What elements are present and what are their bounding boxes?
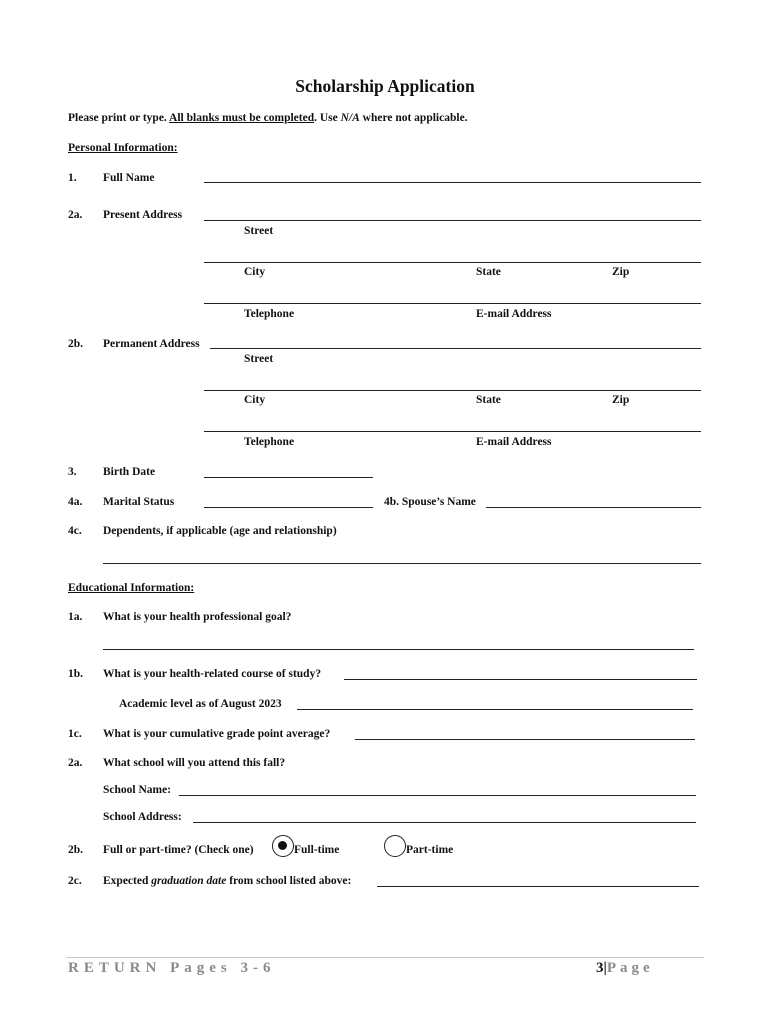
present-address-label: Present Address [103,209,183,221]
academic-level-label: Academic level as of August 2023 [119,698,282,710]
enrollment-type-label: Full or part-time? (Check one) [103,844,254,856]
instructions: Please print or type. All blanks must be completed. Use N/A where not applicable. [68,112,468,124]
marital-status-label: Marital Status [103,496,175,508]
health-goal-field[interactable] [103,649,694,650]
present-phone-email-field[interactable] [204,303,701,304]
course-of-study-field[interactable] [344,679,697,680]
edu-q2b-number: 2b. [68,844,84,856]
present-email-label: E-mail Address [476,308,552,320]
permanent-address-label: Permanent Address [103,338,200,350]
q1-number: 1. [68,172,77,184]
footer-page-number: 3|Page [596,960,654,976]
permanent-city-label: City [244,394,266,406]
full-name-field[interactable] [204,182,701,183]
present-state-label: State [476,266,501,278]
course-of-study-label: What is your health-related course of study? [103,668,322,680]
fulltime-label: Full-time [294,844,340,856]
permanent-zip-label: Zip [612,394,630,406]
dependents-field[interactable] [103,563,701,564]
present-street-label: Street [244,225,274,237]
q3-number: 3. [68,466,77,478]
school-name-field[interactable] [179,795,696,796]
present-city-state-zip-field[interactable] [204,262,701,263]
school-name-label: School Name: [103,784,172,796]
school-address-label: School Address: [103,811,182,823]
permanent-city-state-zip-field[interactable] [204,390,701,391]
page-title: Scholarship Application [295,76,475,96]
fulltime-radio[interactable] [272,835,294,857]
permanent-email-label: E-mail Address [476,436,552,448]
permanent-phone-email-field[interactable] [204,431,701,432]
parttime-label: Part-time [406,844,454,856]
permanent-state-label: State [476,394,501,406]
spouse-name-label: 4b. Spouse’s Name [384,496,476,508]
q2b-number: 2b. [68,338,84,350]
dependents-label: Dependents, if applicable (age and relationship) [103,525,337,537]
edu-q1c-number: 1c. [68,728,82,740]
instructions-emphasis: All blanks must be completed [169,112,315,124]
footer-return-note: RETURN Pages 3-6 [68,960,276,976]
health-goal-label: What is your health professional goal? [103,611,292,623]
birth-date-field[interactable] [204,477,373,478]
academic-level-field[interactable] [297,709,693,710]
school-question-label: What school will you attend this fall? [103,757,286,769]
personal-info-heading: Personal Information: [68,142,178,154]
school-address-field[interactable] [193,822,696,823]
parttime-radio[interactable] [384,835,406,857]
permanent-telephone-label: Telephone [244,436,295,448]
present-zip-label: Zip [612,266,630,278]
edu-q1b-number: 1b. [68,668,84,680]
edu-q1a-number: 1a. [68,611,83,623]
fulltime-radio-dot [278,841,287,850]
gpa-field[interactable] [355,739,695,740]
full-name-label: Full Name [103,172,155,184]
graduation-date-field[interactable] [377,886,699,887]
present-street-field[interactable] [204,220,701,221]
present-telephone-label: Telephone [244,308,295,320]
graduation-date-label: Expected graduation date from school listed above: [103,875,352,887]
edu-q2c-number: 2c. [68,875,82,887]
gpa-label: What is your cumulative grade point average? [103,728,331,740]
spouse-name-field[interactable] [486,507,701,508]
birth-date-label: Birth Date [103,466,156,478]
present-city-label: City [244,266,266,278]
marital-status-field[interactable] [204,507,373,508]
permanent-street-label: Street [244,353,274,365]
q4c-number: 4c. [68,525,82,537]
edu-q2a-number: 2a. [68,757,83,769]
q2a-number: 2a. [68,209,83,221]
q4a-number: 4a. [68,496,83,508]
educational-info-heading: Educational Information: [68,582,195,594]
footer-divider [66,957,704,958]
permanent-street-field[interactable] [210,348,701,349]
